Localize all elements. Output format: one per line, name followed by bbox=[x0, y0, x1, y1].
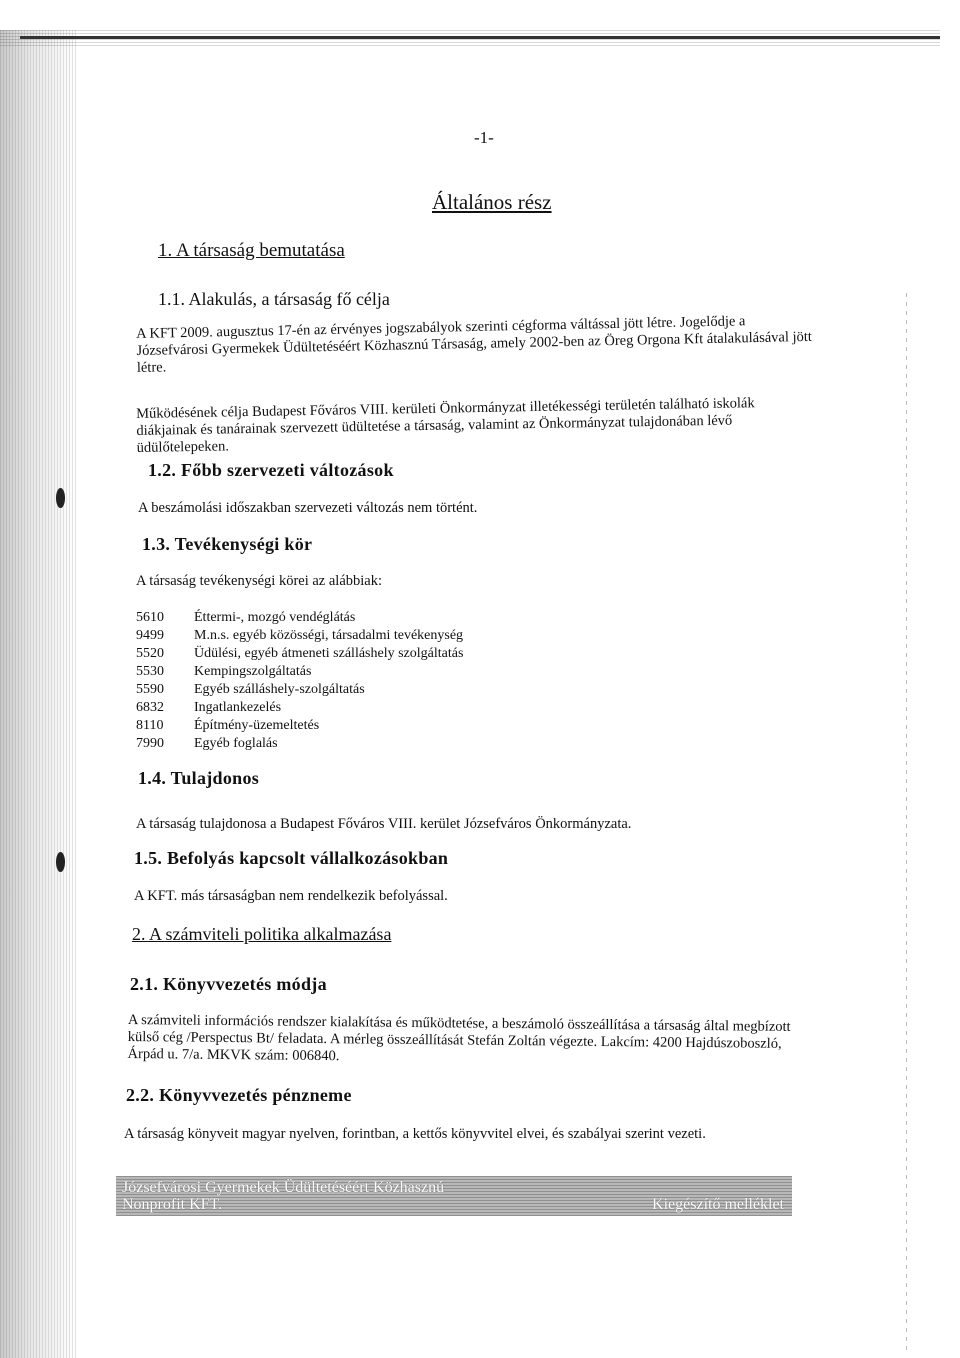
activity-description: Egyéb szálláshely-szolgáltatás bbox=[194, 682, 365, 697]
section-1-4-paragraph: A társaság tulajdonosa a Budapest Főváros VIII. kerület Józsefváros Önkormányzata. bbox=[136, 816, 632, 832]
activity-code: 5610 bbox=[136, 610, 164, 625]
section-1-3-heading: 1.3. Tevékenységi kör bbox=[142, 534, 313, 554]
activity-code: 5520 bbox=[136, 646, 164, 661]
page-number: -1- bbox=[474, 128, 494, 147]
scan-left-shadow bbox=[0, 30, 78, 1358]
list-item bbox=[136, 664, 463, 682]
activity-description: Éttermi-, mozgó vendéglátás bbox=[194, 610, 356, 625]
list-item bbox=[136, 646, 463, 664]
activity-code: 8110 bbox=[136, 718, 164, 733]
section-1-1-heading: 1.1. Alakulás, a társaság fő célja bbox=[158, 289, 390, 309]
list-item bbox=[136, 700, 463, 718]
section-1-2-heading: 1.2. Főbb szervezeti változások bbox=[148, 460, 394, 480]
section-1-5-paragraph: A KFT. más társaságban nem rendelkezik befolyással. bbox=[134, 888, 448, 904]
section-2-heading: 2. A számviteli politika alkalmazása bbox=[132, 924, 392, 944]
page-edge-line bbox=[906, 290, 907, 1350]
section-1-3-paragraph: A társaság tevékenységi körei az alábbiak: bbox=[136, 573, 382, 589]
activity-code: 5530 bbox=[136, 664, 164, 679]
activity-code: 7990 bbox=[136, 736, 164, 751]
footer-company bbox=[122, 1179, 444, 1213]
footer-section-label: Kiegészítő melléklet bbox=[652, 1196, 784, 1213]
activity-description: Építmény-üzemeltetés bbox=[194, 718, 320, 733]
activity-description: M.n.s. egyéb közösségi, társadalmi tevékenység bbox=[194, 628, 464, 643]
activity-description: Egyéb foglalás bbox=[194, 736, 278, 751]
page-footer bbox=[116, 1176, 792, 1216]
section-1-1-paragraph-1: A KFT 2009. augusztus 17-én az érvényes jogszabályok szerinti cégforma váltással jött létre. Jogelődje a Józsefvárosi Gyermekek Üdültetéséért Közhasznú Társaság, amely 2002-ben az Öreg Orgona Kft átalakulásával jött létre. bbox=[136, 313, 813, 376]
activity-code: 9499 bbox=[136, 628, 164, 643]
section-1-heading: 1. A társaság bemutatása bbox=[158, 240, 345, 261]
section-2-2-heading: 2.2. Könyvvezetés pénzneme bbox=[126, 1085, 352, 1105]
activity-list bbox=[136, 610, 463, 754]
section-2-1-heading: 2.1. Könyvvezetés módja bbox=[130, 974, 327, 994]
section-1-4-heading: 1.4. Tulajdonos bbox=[138, 768, 260, 788]
document-title: Általános rész bbox=[432, 190, 552, 214]
list-item bbox=[136, 628, 463, 646]
list-item bbox=[136, 718, 463, 736]
section-1-5-heading: 1.5. Befolyás kapcsolt vállalkozásokban bbox=[134, 848, 449, 868]
list-item bbox=[136, 610, 463, 628]
footer-company-line-1: Józsefvárosi Gyermekek Üdültetéséért Közhasznú bbox=[122, 1179, 445, 1196]
activity-code: 5590 bbox=[136, 682, 164, 697]
section-1-2-paragraph: A beszámolási időszakban szervezeti változás nem történt. bbox=[138, 500, 478, 516]
section-1-1-paragraph-2: Működésének célja Budapest Főváros VIII. kerületi Önkormányzat illetékességi területén található iskolák diákjainak és tanárainak szervezett üdültetése a társaság, valamint az Önkormányzat tulajdonában lévő üdülőtelepeken. bbox=[136, 395, 755, 456]
list-item bbox=[136, 736, 463, 754]
list-item bbox=[136, 682, 463, 700]
section-2-2-paragraph: A társaság könyveit magyar nyelven, forintban, a kettős könyvvitel elvei, és szabályai szerint vezeti. bbox=[124, 1126, 706, 1142]
section-2-1-paragraph: A számviteli információs rendszer kialakítása és működtetése, a beszámoló összeállítása a társaság által megbízott külső cég /Perspectus Bt/ feladata. A mérleg összeállítását Stefán Zoltán végezte. Lakcím: 4200 Hajdúszoboszló, Árpád u. 7/a. MKVK szám: 006840. bbox=[127, 1012, 791, 1065]
activity-description: Kempingszolgáltatás bbox=[194, 664, 312, 679]
activity-description: Üdülési, egyéb átmeneti szálláshely szolgáltatás bbox=[194, 646, 464, 661]
activity-code: 6832 bbox=[136, 700, 164, 715]
punch-hole-mark bbox=[56, 488, 65, 508]
punch-hole-mark bbox=[56, 852, 65, 872]
activity-description: Ingatlankezelés bbox=[194, 700, 282, 715]
footer-company-line-2: Nonprofit KFT. bbox=[122, 1196, 223, 1213]
scan-top-line bbox=[20, 36, 940, 39]
